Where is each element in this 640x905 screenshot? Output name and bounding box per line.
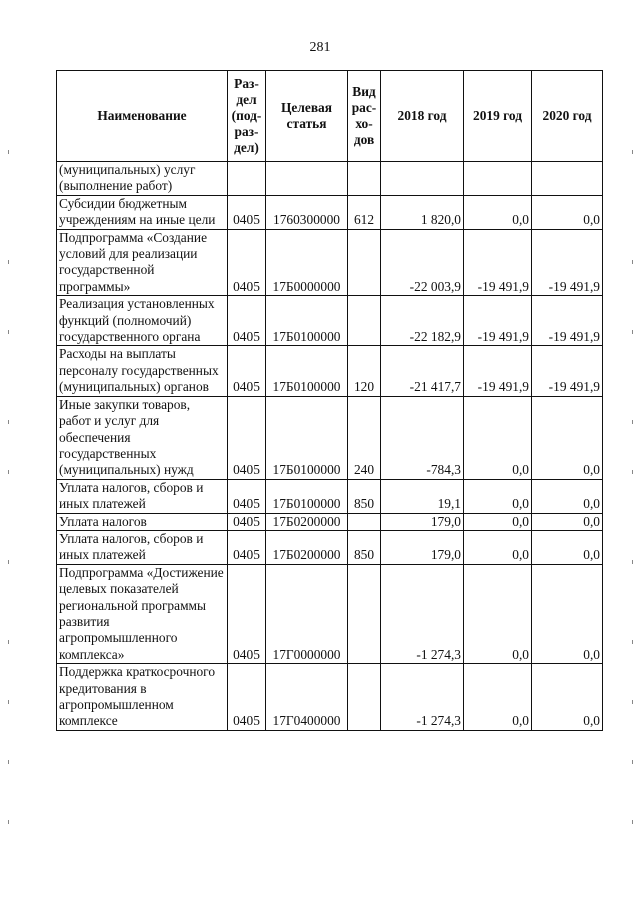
row-expense-type-cell bbox=[348, 229, 381, 296]
row-2019-cell: -19 491,9 bbox=[464, 229, 532, 296]
row-2020-cell: 0,0 bbox=[532, 479, 603, 513]
row-2019-cell: -19 491,9 bbox=[464, 296, 532, 346]
row-2019-cell: 0,0 bbox=[464, 195, 532, 229]
row-2018-cell: -21 417,7 bbox=[381, 346, 464, 396]
table-row bbox=[57, 664, 603, 731]
table-row bbox=[57, 229, 603, 296]
row-2019-cell: 0,0 bbox=[464, 664, 532, 731]
row-name-cell: Расходы на выплаты персоналу государственных (муниципальных) органов bbox=[57, 346, 228, 396]
row-article-cell: 17Г0000000 bbox=[266, 564, 348, 663]
row-2019-cell: 0,0 bbox=[464, 396, 532, 479]
row-name-cell: Подпрограмма «Создание условий для реализации государственной программы» bbox=[57, 229, 228, 296]
row-name-cell: (муниципальных) услуг (выполнение работ) bbox=[57, 162, 228, 196]
row-name-cell: Поддержка краткосрочного кредитования в агропромышленном комплексе bbox=[57, 664, 228, 731]
row-2020-cell: -19 491,9 bbox=[532, 296, 603, 346]
row-2018-cell: -1 274,3 bbox=[381, 664, 464, 731]
row-expense-type-cell bbox=[348, 564, 381, 663]
header-2019: 2019 год bbox=[464, 71, 532, 162]
row-expense-type-cell bbox=[348, 162, 381, 196]
row-2020-cell: -19 491,9 bbox=[532, 229, 603, 296]
row-name-cell: Иные закупки товаров, работ и услуг для обеспечения государственных (муниципальных) нужд bbox=[57, 396, 228, 479]
row-name-cell: Субсидии бюджетным учреждениям на иные цели bbox=[57, 195, 228, 229]
row-name-cell: Подпрограмма «Достижение целевых показателей региональной программы развития агропромышленного комплекса» bbox=[57, 564, 228, 663]
row-expense-type-cell bbox=[348, 664, 381, 731]
header-expense-type: Вид рас- хо- дов bbox=[348, 71, 381, 162]
header-2020: 2020 год bbox=[532, 71, 603, 162]
row-2018-cell bbox=[381, 162, 464, 196]
row-section-cell: 0405 bbox=[228, 296, 266, 346]
row-2020-cell: 0,0 bbox=[532, 564, 603, 663]
header-section: Раз- дел (под- раз- дел) bbox=[228, 71, 266, 162]
row-article-cell: 1760300000 bbox=[266, 195, 348, 229]
header-name: Наименование bbox=[57, 71, 228, 162]
table-row bbox=[57, 530, 603, 564]
header-2018: 2018 год bbox=[381, 71, 464, 162]
row-2019-cell: 0,0 bbox=[464, 479, 532, 513]
row-2018-cell: -22 182,9 bbox=[381, 296, 464, 346]
row-2018-cell: 179,0 bbox=[381, 530, 464, 564]
table-row bbox=[57, 195, 603, 229]
row-section-cell: 0405 bbox=[228, 229, 266, 296]
row-section-cell: 0405 bbox=[228, 530, 266, 564]
table-row bbox=[57, 296, 603, 346]
row-2018-cell: -22 003,9 bbox=[381, 229, 464, 296]
row-expense-type-cell: 850 bbox=[348, 479, 381, 513]
row-article-cell: 17Б0100000 bbox=[266, 396, 348, 479]
table-row bbox=[57, 479, 603, 513]
row-2020-cell: 0,0 bbox=[532, 195, 603, 229]
header-article: Целевая статья bbox=[266, 71, 348, 162]
row-expense-type-cell bbox=[348, 296, 381, 346]
row-expense-type-cell: 612 bbox=[348, 195, 381, 229]
row-2020-cell: 0,0 bbox=[532, 664, 603, 731]
row-2020-cell: -19 491,9 bbox=[532, 346, 603, 396]
row-2018-cell: -1 274,3 bbox=[381, 564, 464, 663]
table-row bbox=[57, 162, 603, 196]
row-article-cell: 17Б0100000 bbox=[266, 479, 348, 513]
row-name-cell: Реализация установленных функций (полномочий) государственного органа bbox=[57, 296, 228, 346]
row-article-cell: 17Б0100000 bbox=[266, 346, 348, 396]
row-section-cell: 0405 bbox=[228, 479, 266, 513]
row-name-cell: Уплата налогов, сборов и иных платежей bbox=[57, 530, 228, 564]
table-row bbox=[57, 564, 603, 663]
table-row bbox=[57, 396, 603, 479]
row-section-cell: 0405 bbox=[228, 513, 266, 530]
row-2019-cell: 0,0 bbox=[464, 513, 532, 530]
row-2018-cell: 179,0 bbox=[381, 513, 464, 530]
row-expense-type-cell: 850 bbox=[348, 530, 381, 564]
row-article-cell bbox=[266, 162, 348, 196]
row-2020-cell: 0,0 bbox=[532, 513, 603, 530]
row-2019-cell: 0,0 bbox=[464, 530, 532, 564]
table-header-row bbox=[57, 71, 603, 162]
row-section-cell: 0405 bbox=[228, 195, 266, 229]
row-2018-cell: -784,3 bbox=[381, 396, 464, 479]
table-row bbox=[57, 346, 603, 396]
row-article-cell: 17Б0000000 bbox=[266, 229, 348, 296]
row-2018-cell: 1 820,0 bbox=[381, 195, 464, 229]
row-section-cell: 0405 bbox=[228, 564, 266, 663]
row-section-cell: 0405 bbox=[228, 396, 266, 479]
row-2019-cell: 0,0 bbox=[464, 564, 532, 663]
budget-table bbox=[56, 70, 603, 731]
row-section-cell: 0405 bbox=[228, 346, 266, 396]
row-2020-cell bbox=[532, 162, 603, 196]
row-article-cell: 17Б0100000 bbox=[266, 296, 348, 346]
row-section-cell: 0405 bbox=[228, 664, 266, 731]
row-expense-type-cell: 240 bbox=[348, 396, 381, 479]
row-expense-type-cell: 120 bbox=[348, 346, 381, 396]
row-article-cell: 17Г0400000 bbox=[266, 664, 348, 731]
row-article-cell: 17Б0200000 bbox=[266, 513, 348, 530]
row-2019-cell bbox=[464, 162, 532, 196]
row-2020-cell: 0,0 bbox=[532, 396, 603, 479]
row-section-cell bbox=[228, 162, 266, 196]
row-2019-cell: -19 491,9 bbox=[464, 346, 532, 396]
row-article-cell: 17Б0200000 bbox=[266, 530, 348, 564]
row-name-cell: Уплата налогов, сборов и иных платежей bbox=[57, 479, 228, 513]
row-name-cell: Уплата налогов bbox=[57, 513, 228, 530]
row-2020-cell: 0,0 bbox=[532, 530, 603, 564]
page-number: 281 bbox=[309, 40, 331, 55]
table-row bbox=[57, 513, 603, 530]
row-2018-cell: 19,1 bbox=[381, 479, 464, 513]
row-expense-type-cell bbox=[348, 513, 381, 530]
